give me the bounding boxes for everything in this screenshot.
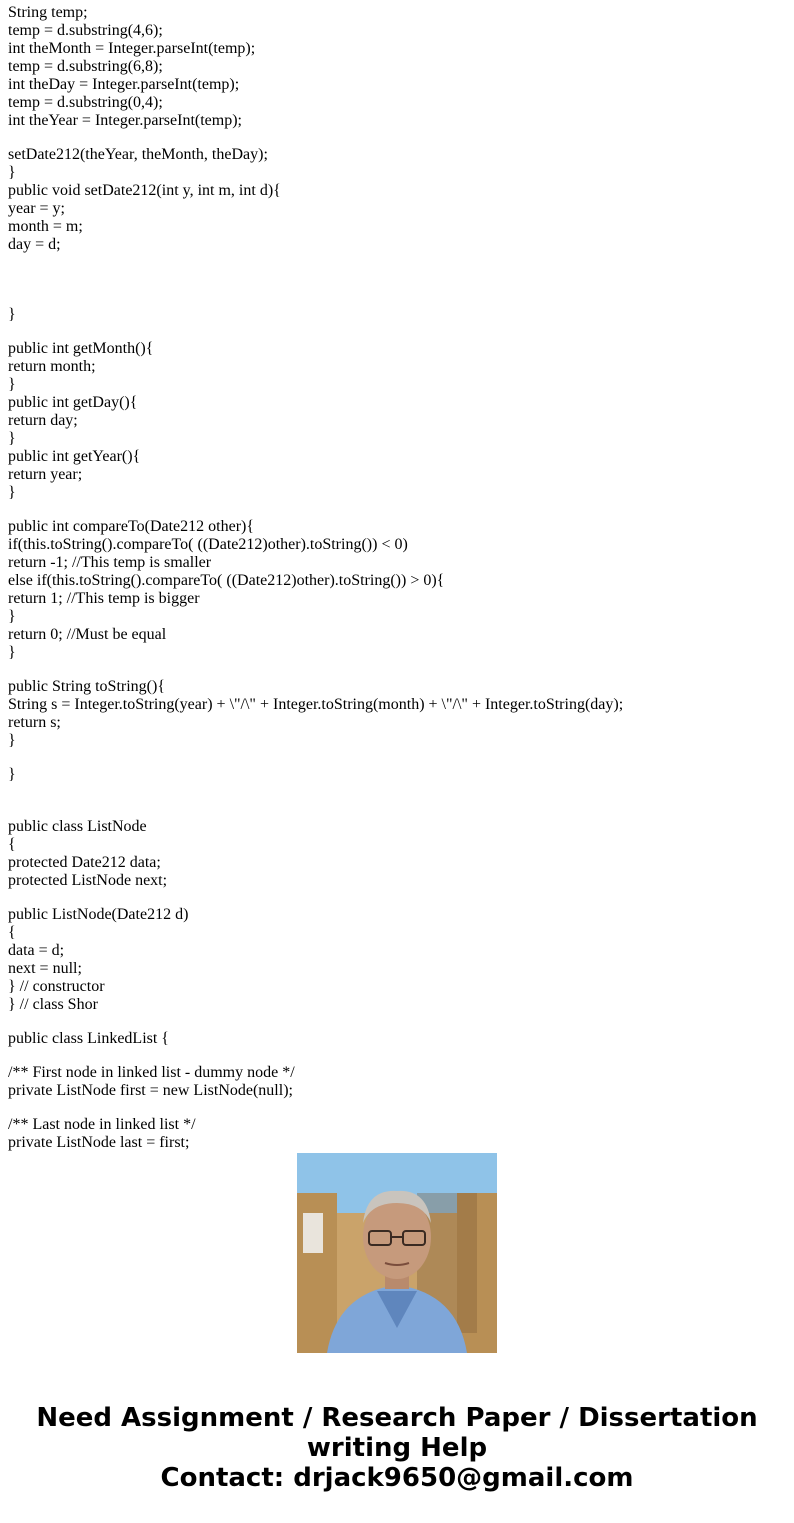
code-line: public String toString(){ (8, 678, 166, 695)
code-line: int theDay = Integer.parseInt(temp); (8, 76, 240, 93)
code-line: public class LinkedList { (8, 1030, 169, 1047)
code-line: String temp; (8, 4, 88, 21)
blank-line (8, 662, 788, 678)
code-line: } (8, 644, 16, 661)
blank-line (8, 324, 788, 340)
blank-line (8, 130, 788, 146)
code-line: int theYear = Integer.parseInt(temp); (8, 112, 242, 129)
code-line (8, 272, 788, 290)
code-line (8, 784, 788, 802)
code-line (8, 254, 788, 272)
promo-line-1: Need Assignment / Research Paper / Dissertation (36, 1403, 758, 1433)
code-line: day = d; (8, 236, 61, 253)
code-line: /** First node in linked list - dummy node */ (8, 1064, 295, 1081)
code-line: month = m; (8, 218, 83, 235)
blank-line (8, 1014, 788, 1030)
code-line: } // constructor (8, 978, 105, 995)
code-line: int theMonth = Integer.parseInt(temp); (8, 40, 256, 57)
code-line: return 0; //Must be equal (8, 626, 167, 643)
code-line: return 1; //This temp is bigger (8, 590, 200, 607)
code-listing (8, 4, 788, 1151)
code-line: temp = d.substring(4,6); (8, 22, 163, 39)
code-line: } (8, 430, 16, 447)
code-line: public void setDate212(int y, int m, int d){ (8, 182, 281, 199)
code-line: public int getYear(){ (8, 448, 141, 465)
code-line: } (8, 766, 16, 783)
code-line: return -1; //This temp is smaller (8, 554, 212, 571)
blank-line (8, 1048, 788, 1064)
code-line: temp = d.substring(0,4); (8, 94, 163, 111)
code-line: } (8, 484, 16, 501)
code-line: public class ListNode (8, 818, 147, 835)
blank-line (8, 890, 788, 906)
code-line: else if(this.toString().compareTo( ((Date212)other).toString()) > 0){ (8, 572, 445, 589)
code-line: } // class Shor (8, 996, 98, 1013)
code-line: } (8, 608, 16, 625)
code-line: } (8, 732, 16, 749)
code-line: String s = Integer.toString(year) + \"/\" + Integer.toString(month) + \"/\" + Integer.toString(day); (8, 696, 624, 713)
code-line: return year; (8, 466, 83, 483)
author-photo (297, 1153, 497, 1353)
code-line: public int compareTo(Date212 other){ (8, 518, 255, 535)
promo-line-3: Contact: drjack9650@gmail.com (160, 1463, 634, 1493)
code-line: next = null; (8, 960, 82, 977)
code-line: /** Last node in linked list */ (8, 1116, 196, 1133)
code-line: return month; (8, 358, 96, 375)
code-line: temp = d.substring(6,8); (8, 58, 163, 75)
code-line: return s; (8, 714, 61, 731)
code-line: public int getDay(){ (8, 394, 138, 411)
code-line: { (8, 836, 16, 853)
code-line: data = d; (8, 942, 65, 959)
code-line: private ListNode last = first; (8, 1134, 190, 1151)
promo-line-2: writing Help (306, 1433, 488, 1463)
code-line: protected ListNode next; (8, 872, 168, 889)
blank-line (8, 802, 788, 818)
code-line: if(this.toString().compareTo( ((Date212)other).toString()) < 0) (8, 536, 408, 553)
code-line: } (8, 306, 16, 323)
code-line: public ListNode(Date212 d) (8, 906, 189, 923)
blank-line (8, 750, 788, 766)
code-line: return day; (8, 412, 78, 429)
code-line: { (8, 924, 16, 941)
code-line: setDate212(theYear, theMonth, theDay); (8, 146, 268, 163)
promo-banner (0, 1403, 794, 1493)
code-line: private ListNode first = new ListNode(null); (8, 1082, 293, 1099)
code-line: public int getMonth(){ (8, 340, 154, 357)
blank-line (8, 502, 788, 518)
code-line: year = y; (8, 200, 65, 217)
blank-line (8, 290, 788, 306)
code-line: } (8, 376, 16, 393)
portrait-image (297, 1153, 497, 1353)
code-line: } (8, 164, 16, 181)
blank-line (8, 1100, 788, 1116)
code-line: protected Date212 data; (8, 854, 161, 871)
